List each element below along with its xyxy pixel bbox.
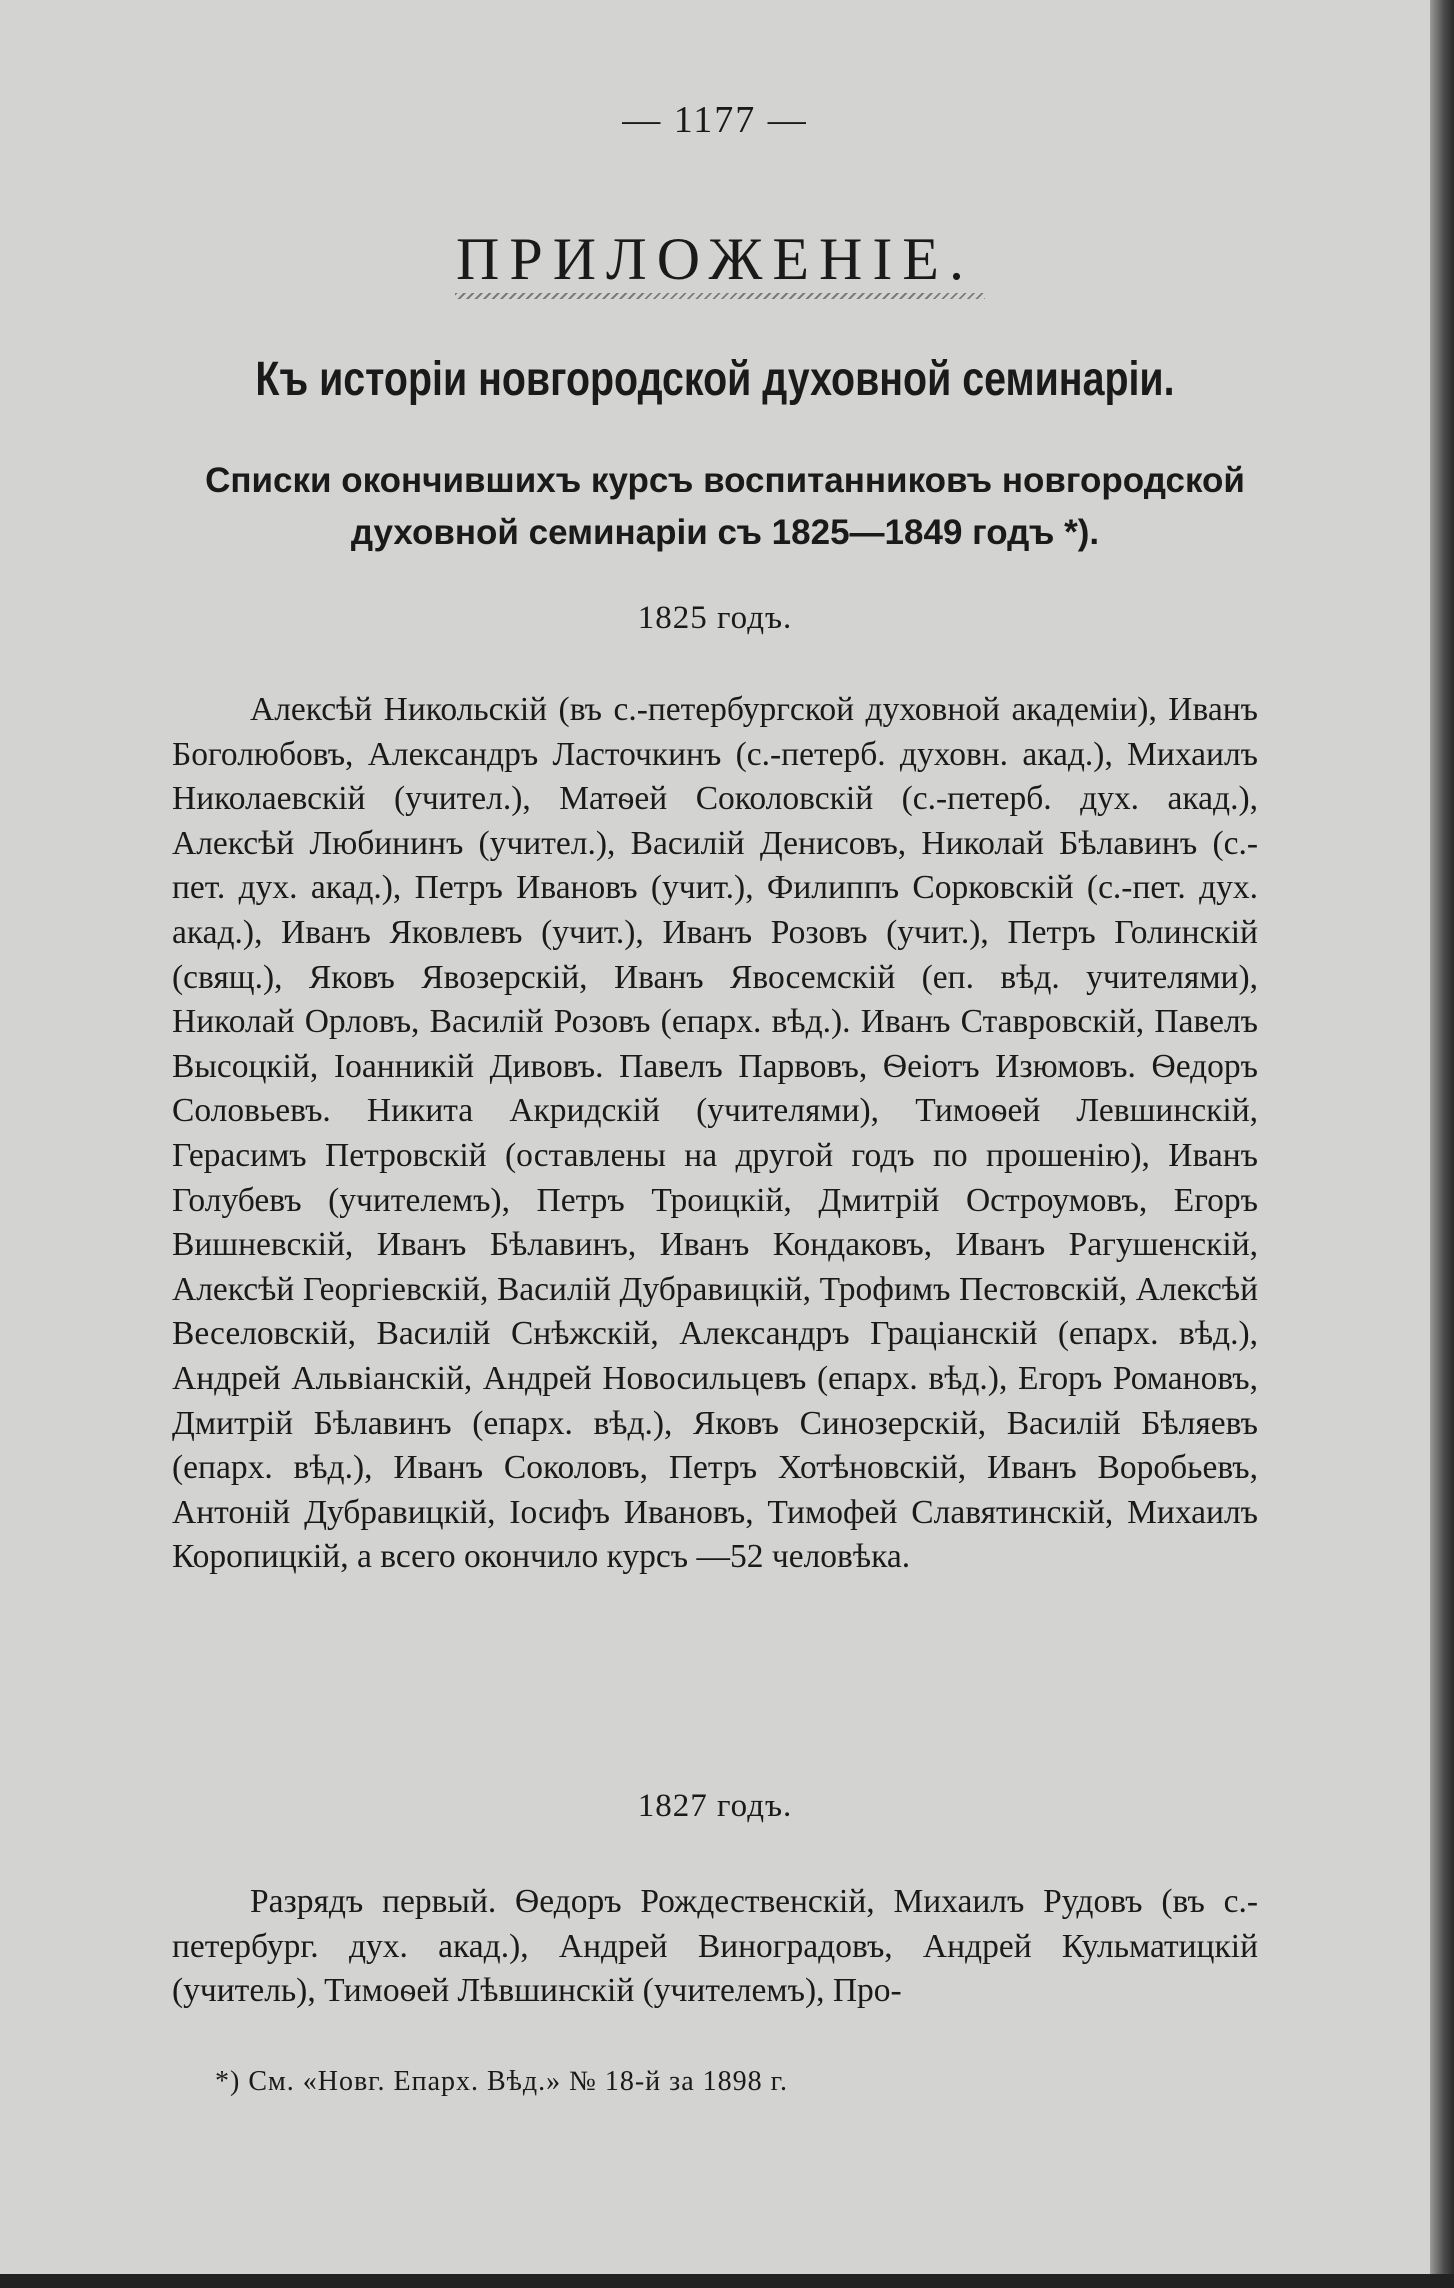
scan-bottom-edge <box>0 2274 1454 2288</box>
paragraph-text: Разрядъ первый. Ѳедоръ Рождественскій, Михаилъ Рудовъ (въ с.-петербург. дух. акад.), Андрей Виноградовъ, Андрей Кульматицкій (учитель), Тимоѳей Лѣвшинскій (учителемъ), Про- <box>172 1883 1258 2010</box>
heading-underline <box>455 293 985 299</box>
paragraph-text: Алексѣй Никольскій (въ с.-петербургской духовной академіи), Иванъ Боголюбовъ, Александръ Ласточкинъ (с.-петерб. духовн. акад.), Михаилъ Николаевскій (учител.), Матѳей Соколовскій (с.-петерб. дух. акад.), Алексѣй Любининъ (учител.), Василій Денисовъ, Николай Бѣлавинъ (с.-пет. дух. акад.), Петръ Ивановъ (учит.), Филиппъ Сорковскій (с.-пет. дух. акад.), Иванъ Яковлевъ (учит.), Иванъ Розовъ (учит.), Петръ Голинскій (свящ.), Яковъ Явозерскій, Иванъ Явосемскій (еп. вѣд. учителями), Николай Орловъ, Василій Розовъ (епарх. вѣд.). Иванъ Ставровскій, Павелъ Высоцкій, Іоанникій Дивовъ. Павелъ Парвовъ, Ѳеіотъ Изюмовъ. Ѳедоръ Соловьевъ. Никита Акридскій (учителями), Тимоѳей Левшинскій, Герасимъ Петровскій (оставлены на другой годъ по прошенію), Иванъ Голубевъ (учителемъ), Петръ Троицкій, Дмитрій Остроумовъ, Егоръ Вишневскій, Иванъ Бѣлавинъ, Иванъ Кондаковъ, Иванъ Рагушенскій, Алексѣй Георгіевскій, Василій Дубравицкій, Трофимъ Пестовскій, Алексѣй Веселовскій, Василій Снѣжскій, Александръ Граціанскій (епарх. вѣд.), Андрей Альвіанскій, Андрей Новосильцевъ (епарх. вѣд.), Егоръ Романовъ, Дмитрій Бѣлавинъ (епарх. вѣд.), Яковъ Синозерскій, Василій Бѣляевъ (епарх. вѣд.), Иванъ Соколовъ, Петръ Хотѣновскій, Иванъ Воробьевъ, Антоній Дубравицкій, Іосифъ Ивановъ, Тимофей Славятинскій, Михаилъ Коропицкій, а всего окончило курсъ —52 человѣка. <box>172 691 1258 1576</box>
paragraph-1825 <box>172 688 1258 1580</box>
page-number: — 1177 — <box>622 99 808 141</box>
book-spine-edge <box>1430 0 1454 2288</box>
year-heading-1827: 1827 годъ. <box>637 1788 793 1824</box>
footnote: *) См. «Новг. Епарх. Вѣд.» № 18-й за 1898 г. <box>215 2066 788 2097</box>
appendix-heading: ПРИЛОЖЕНІЕ. <box>456 226 974 292</box>
paragraph-1827 <box>172 1880 1258 2014</box>
year-heading-1825: 1825 годъ. <box>637 600 793 636</box>
list-title: Списки окончившихъ курсъ воспитанниковъ новгородской духовной семинаріи съ 1825—1849 годъ *). <box>205 461 1245 552</box>
article-subtitle: Къ исторіи новгородской духовной семинаріи. <box>255 353 1175 406</box>
